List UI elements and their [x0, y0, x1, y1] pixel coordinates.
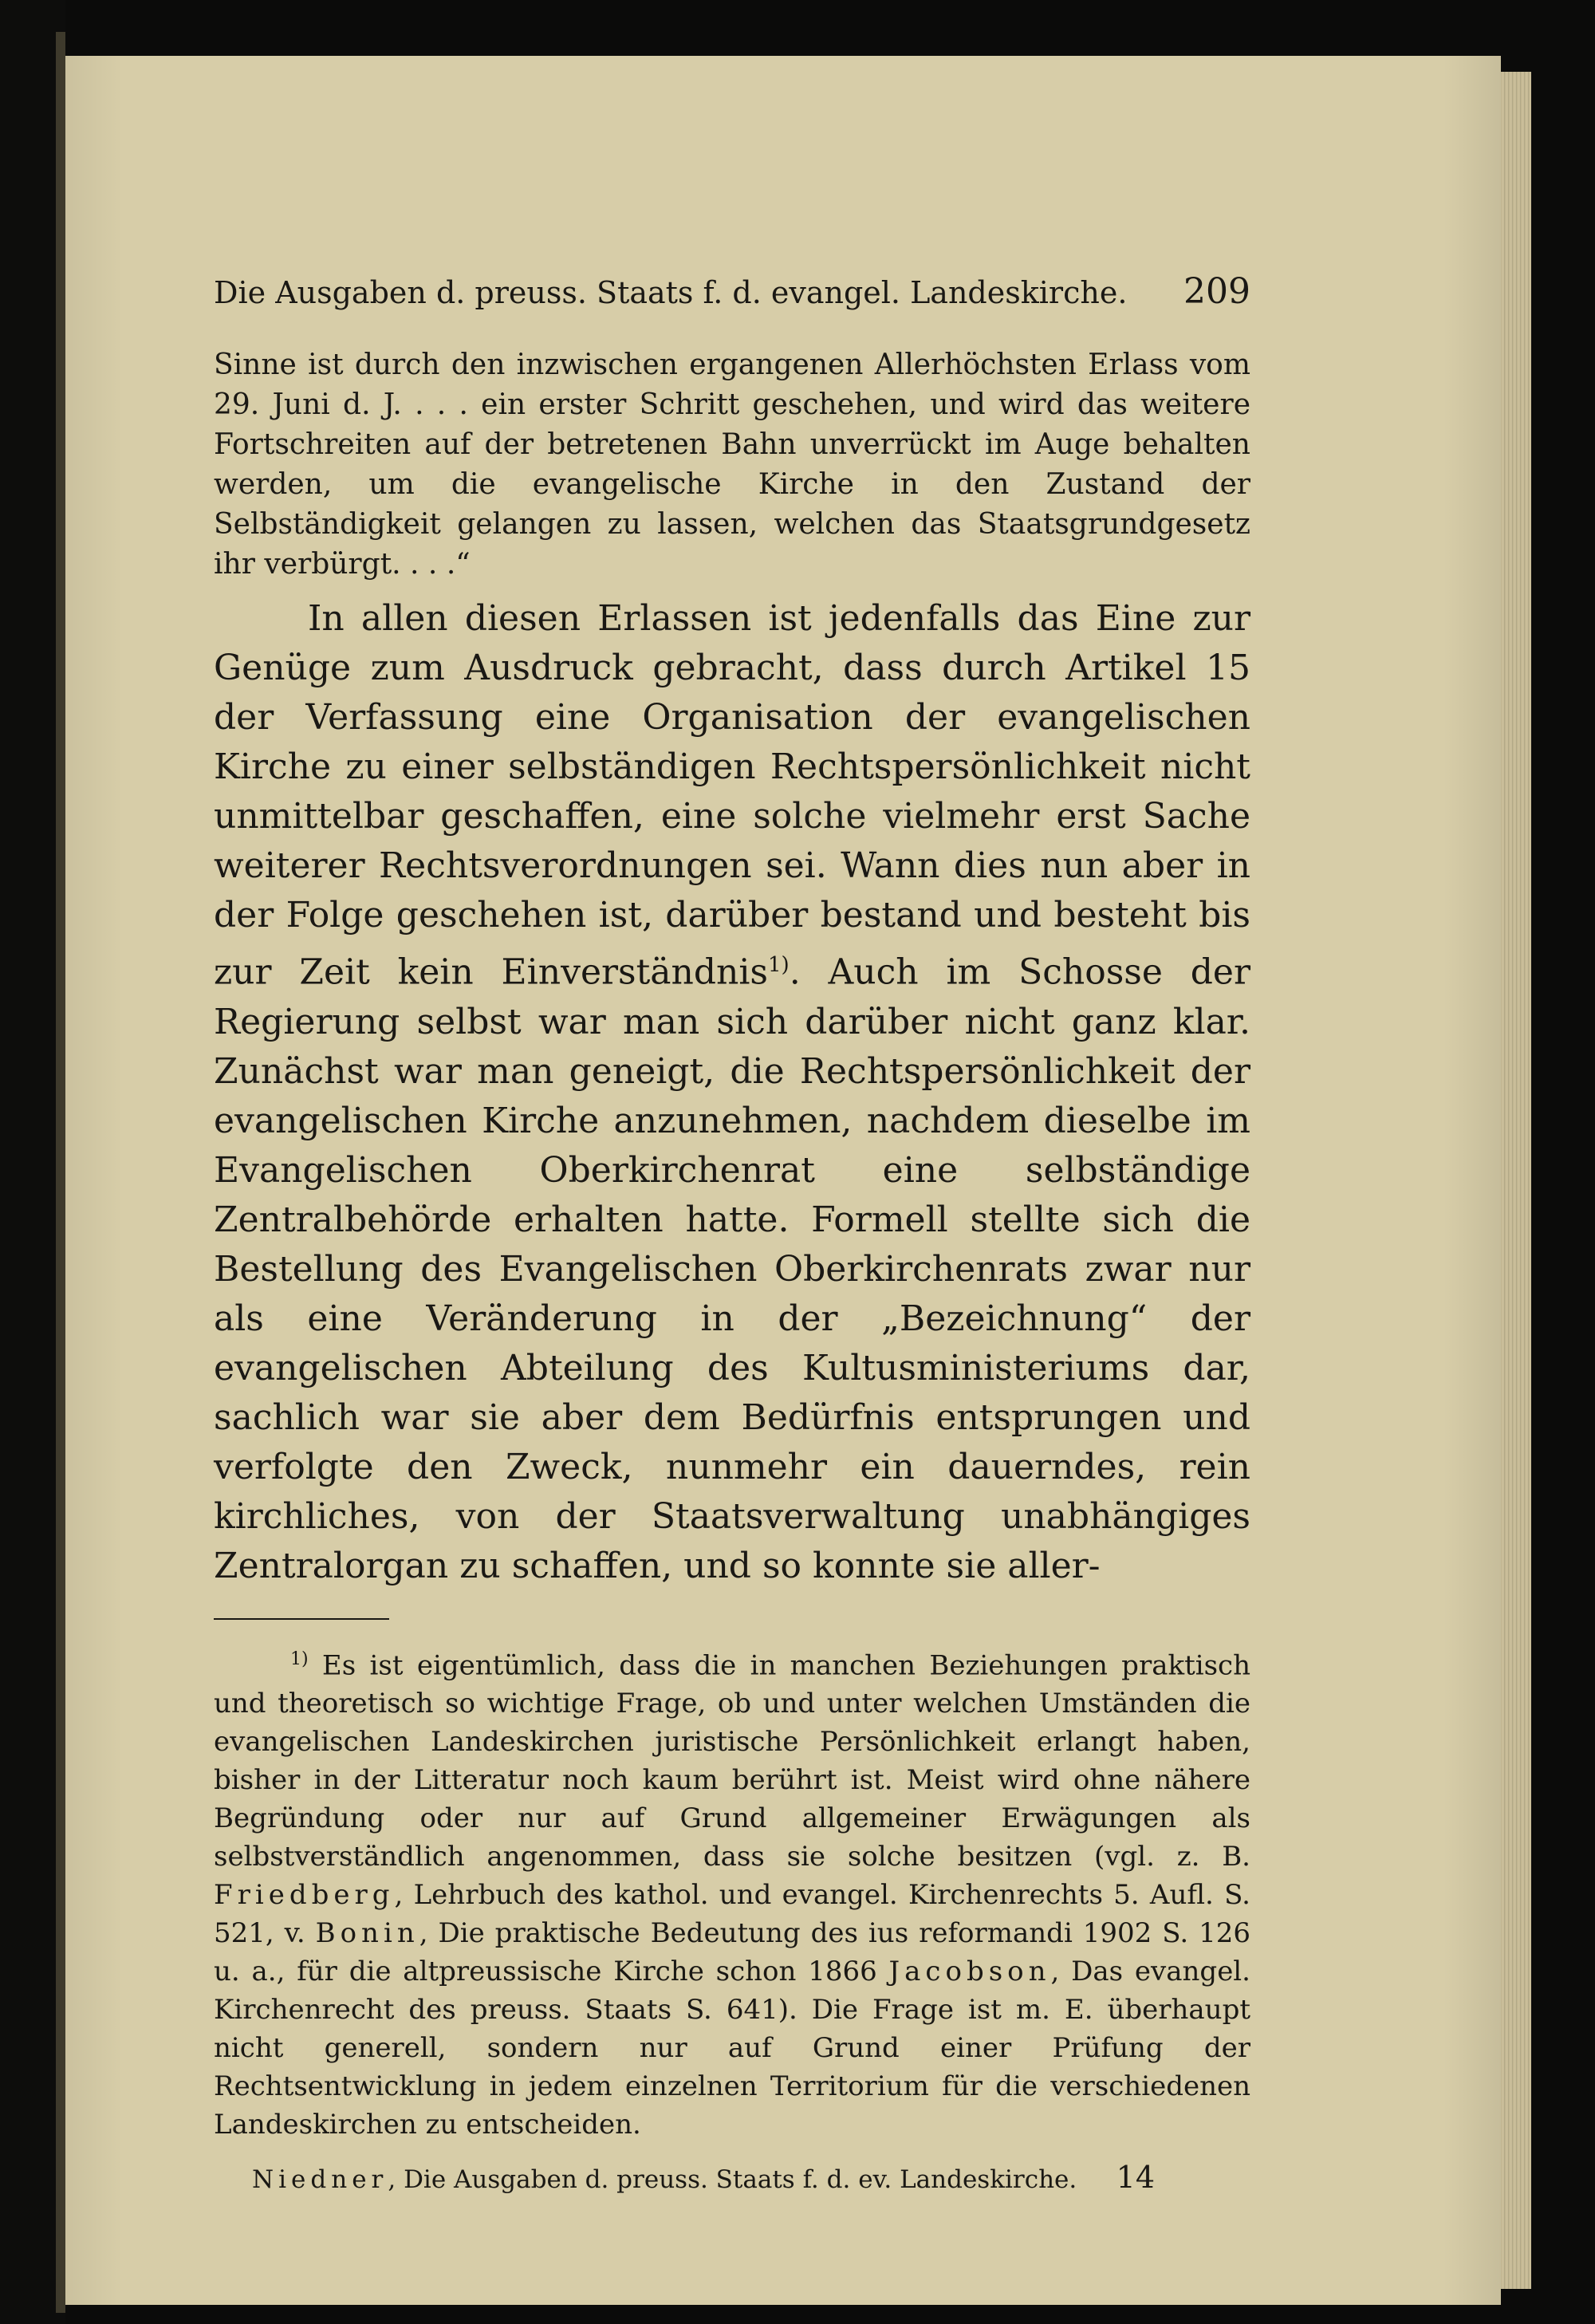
- footnote-text-3: , Die praktische Bedeutung des ius reformandi 1902 S. 126 u. a., für die altpreussische Kirche schon 1866: [214, 1916, 1250, 1987]
- signature-author: Niedner: [252, 2164, 388, 2194]
- left-page-edge: [56, 32, 65, 2313]
- sheet-number: 14: [1116, 2159, 1155, 2195]
- footnote-author-friedberg: Friedberg: [214, 1878, 395, 1911]
- running-head-title: Die Ausgaben d. preuss. Staats f. d. evangel. Landeskirche.: [214, 275, 1128, 310]
- footnote-author-bonin: Bonin: [315, 1916, 419, 1949]
- main-text: In allen diesen Erlassen ist jedenfalls das Eine zur Genüge zum Ausdruck gebracht, dass durch Artikel 15 der Verfassung eine Organisation der evangelischen Kirche zu einer selbständigen Rechtspersönlichkeit nicht unmittelbar geschaffen, eine solche vielmehr erst Sache weiterer Rechtsverordnungen sei. Wann dies nun aber in der Folge geschehen ist, darüber bestand und besteht bis zur Zeit kein Einverständnis: [214, 598, 1250, 993]
- page-content: [214, 271, 1250, 2195]
- main-paragraph: [214, 594, 1250, 1591]
- signature-title: , Die Ausgaben d. preuss. Staats f. d. ev. Landeskirche.: [388, 2164, 1077, 2194]
- footnote: [214, 1641, 1250, 2144]
- running-head: [214, 271, 1250, 312]
- main-text-continued: . Auch im Schosse der Regierung selbst war man sich darüber nicht ganz klar. Zunächst war man geneigt, die Rechtspersönlichkeit der evangelischen Kirche anzunehmen, nachdem dieselbe im Evangelischen Oberkirchenrat eine selbständige Zentralbehörde erhalten hatte. Formell stellte sich die Bestellung des Evangelischen Oberkirchenrats zwar nur als eine Veränderung in der „Bezeichnung“ der evangelischen Abteilung des Kultusministeriums dar, sachlich war sie aber dem Bedürfnis entsprungen und verfolgte den Zweck, nunmehr ein dauerndes, rein kirchliches, von der Staatsverwaltung unabhängiges Zentralorgan zu schaffen, und so konnte sie aller-: [214, 951, 1251, 1586]
- footnote-text-2: , Lehrbuch des kathol. und evangel. Kirchenrechts 5. Aufl. S. 521, v.: [214, 1878, 1250, 1949]
- footnote-divider: [214, 1618, 389, 1620]
- signature-line: [252, 2165, 1077, 2194]
- footnote-reference: 1): [768, 953, 790, 977]
- right-page-edge: [1501, 72, 1531, 2289]
- page-number: 209: [1183, 271, 1250, 312]
- footnote-marker: 1): [290, 1648, 309, 1669]
- quote-paragraph: Sinne ist durch den inzwischen ergangenen Allerhöchsten Erlass vom 29. Juni d. J. . . . ein erster Schritt geschehen, und wird das weitere Fortschreiten auf der betretenen Bahn unverrückt im Auge behalten werden, um die evangelische Kirche in den Zustand der Selbständigkeit gelangen zu lassen, welchen das Staatsgrundgesetz ihr verbürgt. . . .“: [214, 349, 1250, 581]
- footnote-text-1: Es ist eigentümlich, dass die in manchen Beziehungen praktisch und theoretisch so wichtige Frage, ob und unter welchen Umständen die evangelischen Landeskirchen juristische Persönlichkeit erlangt haben, bisher in der Litteratur noch kaum berührt ist. Meist wird ohne nähere Begründung oder nur auf Grund allgemeiner Erwägungen als selbstverständlich angenommen, dass sie solche besitzen (vgl. z. B.: [214, 1648, 1250, 1873]
- footnote-text-4: , Das evangel. Kirchenrecht des preuss. Staats S. 641). Die Frage ist m. E. überhaupt nicht generell, sondern nur auf Grund einer Prüfung der Rechtsentwicklung in jedem einzelnen Territorium für die verschiedenen Landeskirchen zu entscheiden.: [214, 1955, 1250, 2141]
- sheet-signature: [214, 2160, 1250, 2195]
- footnote-author-jacobson: Jacobson: [888, 1955, 1051, 1987]
